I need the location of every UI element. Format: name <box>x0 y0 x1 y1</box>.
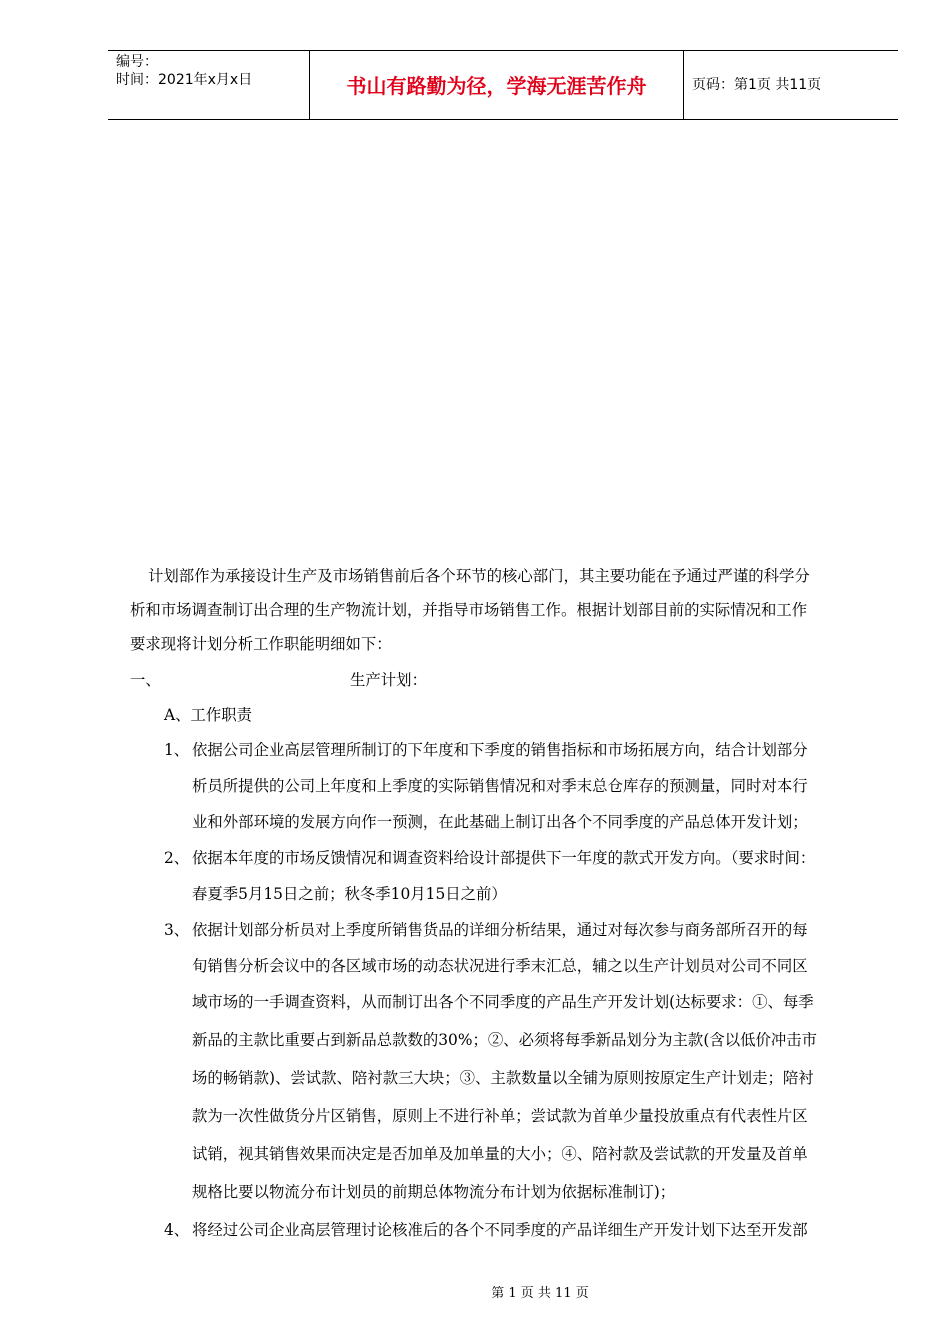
section-title: 生产计划： <box>350 671 427 689</box>
list-item-line: 春夏季5月15日之前；秋冬季10月15日之前） <box>192 885 507 903</box>
intro-line: 要求现将计划分析工作职能明细如下： <box>130 635 392 653</box>
page-footer: 第 1 页 共 11 页 <box>491 1286 589 1301</box>
list-item-line: 域市场的一手调查资料，从而制订出各个不同季度的产品生产开发计划(达标要求：①、每季 <box>192 993 814 1011</box>
list-item-number: 3、 <box>164 921 190 939</box>
list-item-line: 规格比要以物流分布计划员的前期总体物流分布计划为依据标准制订)； <box>192 1183 676 1201</box>
document-number-label: 编号： <box>116 54 158 70</box>
list-item-line: 场的畅销款)、尝试款、陪衬款三大块；③、主款数量以全铺为原则按原定生产计划走；陪衬 <box>192 1069 814 1087</box>
list-item-line: 依据本年度的市场反馈情况和调查资料给设计部提供下一年度的款式开发方向。（要求时间： <box>192 849 816 867</box>
header-motto-cell <box>309 51 684 119</box>
list-item-line: 依据计划部分析员对上季度所销售货品的详细分析结果，通过对每次参与商务部所召开的每 <box>192 921 808 939</box>
header-page-cell <box>684 51 898 119</box>
list-item-line: 析员所提供的公司上年度和上季度的实际销售情况和对季末总仓库存的预测量，同时对本行 <box>192 777 808 795</box>
list-item-line: 试销，视其销售效果而决定是否加单及加单量的大小；④、陪衬款及尝试款的开发量及首单 <box>192 1145 808 1163</box>
list-item-number: 4、 <box>164 1221 190 1239</box>
intro-line: 计划部作为承接设计生产及市场销售前后各个环节的核心部门，其主要功能在予通过严谨的科学分 <box>148 567 810 585</box>
list-item-line: 依据公司企业高层管理所制订的下年度和下季度的销售指标和市场拓展方向，结合计划部分 <box>192 741 808 759</box>
list-item-line: 业和外部环境的发展方向作一预测，在此基础上制订出各个不同季度的产品总体开发计划； <box>192 813 808 831</box>
page-header <box>108 50 898 120</box>
document-time-label: 时间：2021年x月x日 <box>116 72 253 88</box>
header-page-number: 页码：第1页 共11页 <box>692 77 822 93</box>
subsection-title: A、工作职责 <box>164 706 253 724</box>
header-motto: 书山有路勤为径，学海无涯苦作舟 <box>346 74 647 98</box>
section-number: 一、 <box>130 671 161 689</box>
list-item-number: 2、 <box>164 849 190 867</box>
list-item-line: 将经过公司企业高层管理讨论核准后的各个不同季度的产品详细生产开发计划下达至开发部 <box>192 1221 808 1239</box>
list-item-line: 旬销售分析会议中的各区域市场的动态状况进行季末汇总，辅之以生产计划员对公司不同区 <box>192 957 808 975</box>
intro-line: 析和市场调查制订出合理的生产物流计划，并指导市场销售工作。根据计划部目前的实际情况和工作 <box>130 601 808 619</box>
list-item-number: 1、 <box>164 741 190 759</box>
list-item-line: 新品的主款比重要占到新品总款数的30%；②、必须将每季新品划分为主款(含以低价冲击市 <box>192 1031 818 1049</box>
list-item-line: 款为一次性做货分片区销售，原则上不进行补单；尝试款为首单少量投放重点有代表性片区 <box>192 1107 808 1125</box>
header-info-cell <box>108 51 309 119</box>
